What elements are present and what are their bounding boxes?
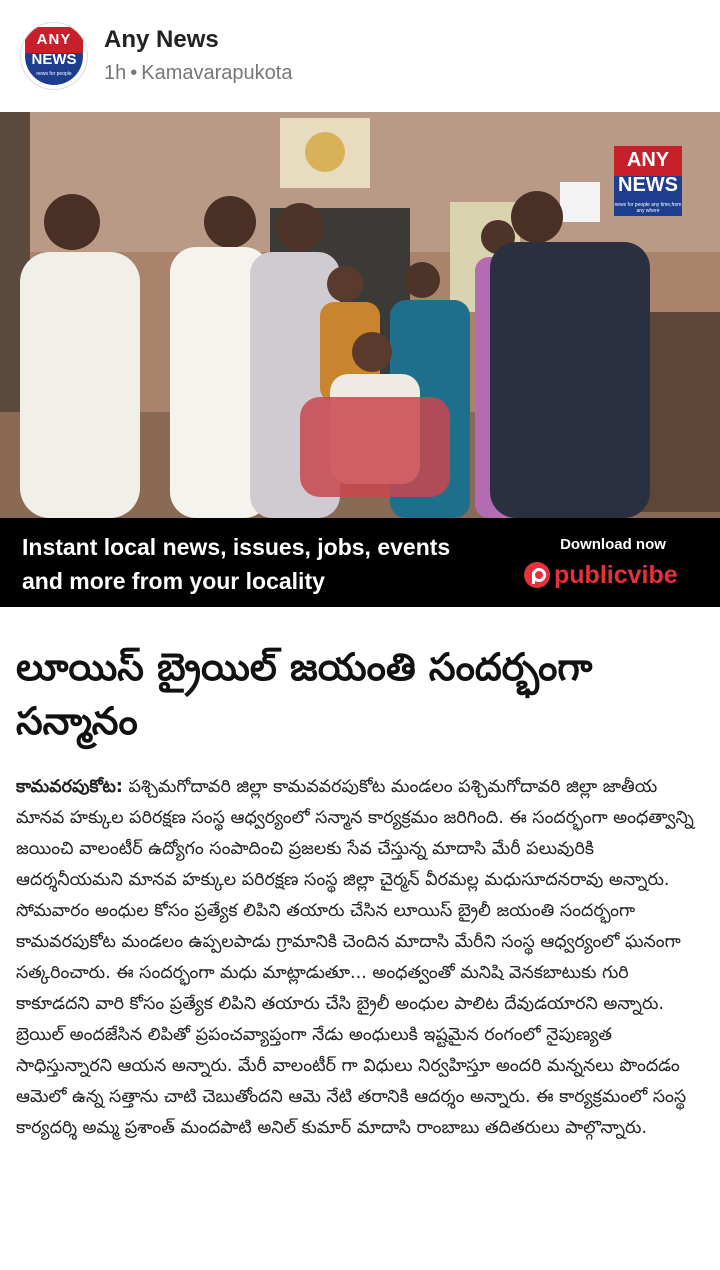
app-promo-banner[interactable] [0,518,720,607]
any-news-watermark-icon: ANY NEWS news for people any time,from any where [614,146,682,216]
news-photo-image [0,112,720,518]
publicvibe-logo-icon [524,562,550,588]
post-header [0,0,720,112]
article-headline: లూయిస్ బ్రైయిల్ జయంతి సందర్భంగా సన్మానం [16,645,593,743]
article-dateline: కామవరపుకోట: [16,777,123,797]
article-body [16,772,706,1144]
article-body-text: పశ్చిమగోదావరి జిల్లా కామవవరపుకోట మండలం పశ్చిమగోదావరి జిల్లా జాతీయ మానవ హక్కుల పరిరక్షణ సంస్థ ఆధ్వర్యంలో సన్మాన కార్యక్రమం జరిగింది. ఈ సందర్భంగా అంధత్వాన్ని జయించి వాలంటీర్ ఉద్యోగం సంపాదించి ప్రజలకు సేవ చేస్తున్న మాదాసి మేరీ పలువురికి ఆదర్శనీయమని మానవ హక్కుల పరిరక్షణ సంస్థ జిల్లా చైర్మన్ వీరమల్ల మధుసూదనరావు అన్నారు. సోమవారం అంధుల కోసం ప్రత్యేక లిపిని తయారు చేసిన లూయిస్ బ్రైలీ జయంతి సందర్భంగా కామవరపుకోట మండలం ఉప్పలపాడు గ్రామానికి చెందిన మాదాసి మేరీని సంస్థ ఆధ్వర్యంలో ఘనంగా సత్కరించారు. ఈ సందర్భంగా మధు మాట్లాడుతూ... అంధత్వంతో మనిషి వెనకబాటుకు గురి కాకూడదని వారి కోసం ప్రత్యేక లిపిని తయారు చేసి బ్రైలీ అంధుల పాలిట దేవుడయారని అన్నారు. బ్రెయిల్ అందజేసిన లిపితో ప్రపంచవ్యాప్తంగా నేడు అంధులుకి ఇష్టమైన రంగంలో నైపుణ్యత సాధిస్తున్నారని ఆయన అన్నారు. మేరీ వాలంటీర్ గా విధులు నిర్వహిస్తూ అందరి మన్ననలు పొందడం ఆమెలో ఉన్న సత్తాను చాటి చెబుతోందని ఆమె నేటి తరానికి ఆదర్శం అన్నారు. ఈ కార్యక్రమంలో సంస్థ కార్యదర్శి అమ్మ ప్రశాంత్ మందపాటి అనిల్ కుమార్ మాదాసి రాంబాబు తదితరులు పాల్గొన్నారు. [16,777,694,1138]
publicvibe-wordmark: publicvibe [554,560,678,589]
source-avatar[interactable] [20,22,88,90]
meta-separator: • [130,62,138,84]
download-now-label[interactable]: Download now [560,536,666,553]
source-name[interactable]: Any News [104,26,219,53]
post-time: 1h [104,62,127,84]
publicvibe-brand[interactable] [524,558,678,592]
any-news-logo-icon: ANY NEWS news for people [25,27,83,85]
post-meta [104,62,292,85]
news-photo[interactable] [0,112,720,518]
promo-text: Instant local news, issues, jobs, events and more from your locality [22,534,451,594]
post-location[interactable]: Kamavarapukota [141,62,293,84]
